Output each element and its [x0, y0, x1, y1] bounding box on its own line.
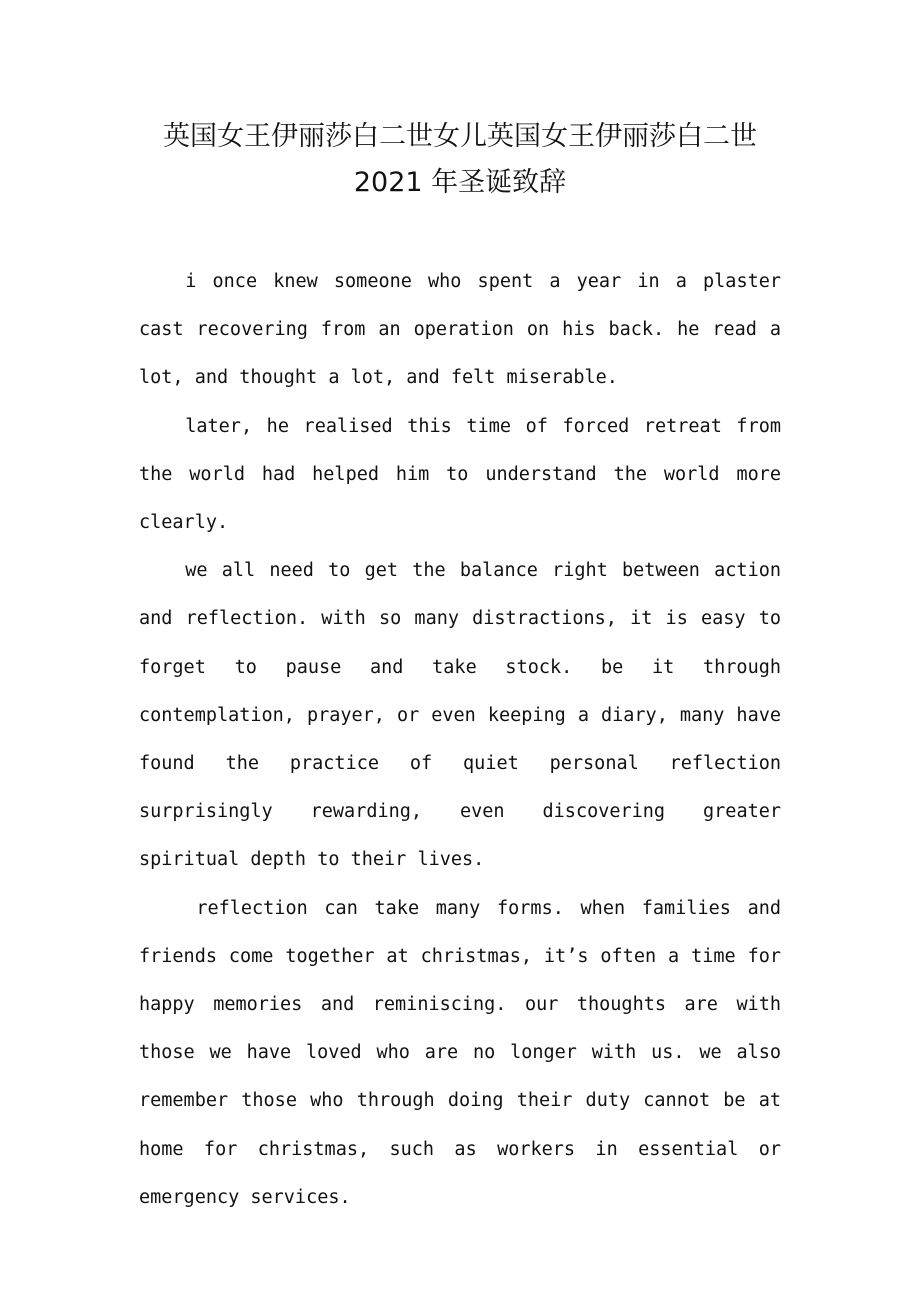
paragraph-1: i once knew someone who spent a year in a plaster cast recovering from an operation on his back. he read a lot, and thought a lot, and felt miserable. — [139, 271, 781, 389]
paragraph-4: reflection can take many forms. when families and friends come together at christmas, it’s often a time for happy memories and reminiscing. our thoughts are with those we have loved who are no longer with us. we also remember those who through doing their duty cannot be at home for christmas, such as workers in essential or emergency services. — [139, 897, 781, 1208]
document-body — [139, 258, 781, 1222]
paragraph-3: we all need to get the balance right between action and reflection. with so many distractions, it is easy to forget to pause and take stock. be it through contemplation, prayer, or even keeping a diary, many have found the practice of quiet personal reflection surprisingly rewarding, even discovering greater spiritual depth to their lives. — [139, 560, 781, 871]
paragraph-2: later, he realised this time of forced retreat from the world had helped him to understand the world more clearly. — [139, 415, 781, 534]
title-line-2: 2021 年圣诞致辞 — [353, 167, 567, 198]
title-line-1: 英国女王伊丽莎白二世女儿英国女王伊丽莎白二世 — [163, 121, 757, 152]
document-title — [120, 114, 800, 206]
